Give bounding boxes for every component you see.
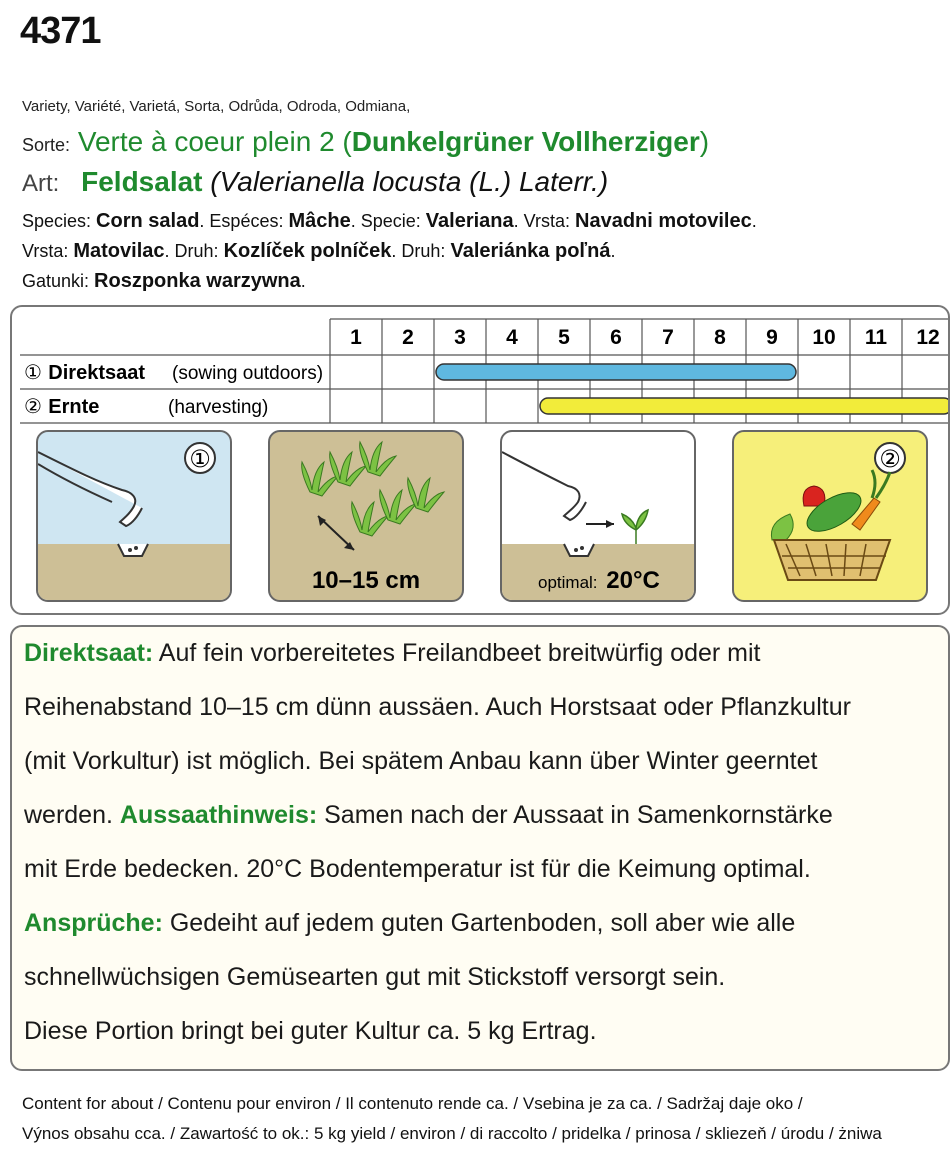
species-value: Valeriana — [425, 210, 514, 232]
species-label: Vrsta: — [523, 211, 575, 231]
text-segment: Gedeiht auf jedem guten Gartenboden, soll aber wie alle — [162, 909, 796, 937]
species-line-1 — [22, 210, 757, 233]
species-label: Druh: — [401, 241, 451, 261]
description-line: (mit Vorkultur) ist möglich. Bei spätem Anbau kann über Winter geerntet — [24, 747, 818, 775]
month-label-10: 10 — [812, 326, 836, 349]
month-label-3: 3 — [454, 326, 466, 349]
text-segment: Auf fein vorbereitetes Freilandbeet breitwürfig oder mit — [153, 639, 761, 667]
harvest-marker: ② — [879, 445, 901, 473]
species-label: Gatunki: — [22, 271, 95, 291]
month-label-2: 2 — [402, 326, 414, 349]
month-label-5: 5 — [558, 326, 570, 349]
calendar-bar-0 — [436, 364, 796, 380]
keyword-aussaathinweis: Aussaathinweis: — [119, 801, 318, 829]
product-code: 4371 — [20, 10, 101, 52]
row-sub-label-1: (harvesting) — [168, 397, 269, 418]
species-sep: . — [199, 211, 210, 231]
description-line — [24, 801, 833, 830]
species-sep: . — [391, 241, 402, 261]
month-label-9: 9 — [766, 326, 778, 349]
sorte-name: Verte à coeur plein 2 ( — [77, 126, 352, 157]
species-value: Valeriánka poľná — [450, 240, 611, 262]
sorte-close: ) — [699, 126, 710, 157]
variety-name — [22, 126, 709, 158]
month-label-11: 11 — [864, 326, 888, 349]
description-line: mit Erde bedecken. 20°C Bodentemperatur ist für die Keimung optimal. — [24, 855, 811, 883]
description-panel — [10, 625, 950, 1071]
species-sep: . — [610, 241, 616, 261]
row-label-0: ① Direktsaat — [24, 360, 146, 384]
illustration-spacing — [268, 430, 464, 602]
calendar-bar-1 — [540, 398, 948, 414]
month-label-6: 6 — [610, 326, 622, 349]
month-label-7: 7 — [662, 326, 674, 349]
species-value: Roszponka warzywna — [94, 270, 301, 292]
species-sep: . — [300, 271, 306, 291]
temp-prefix: optimal: — [538, 573, 598, 592]
species-sep: . — [350, 211, 361, 231]
month-label-8: 8 — [714, 326, 726, 349]
description-line — [24, 639, 761, 668]
species-line-3 — [22, 270, 306, 293]
yield-footer-line-2: Výnos obsahu cca. / Zawartość to ok.: 5 kg yield / environ / di raccolto / pridelka / prinosa / skliezeň / úrodu / żniwa — [22, 1124, 882, 1143]
illustration-harvest — [732, 430, 928, 602]
description-line — [24, 909, 795, 938]
species-label: Vrsta: — [22, 241, 74, 261]
species-label: Species: — [22, 211, 97, 231]
text-segment: Samen nach der Aussaat in Samenkornstärke — [317, 801, 833, 829]
species-value: Kozlíček polníček — [223, 240, 392, 262]
illustration-germination — [500, 430, 696, 602]
sorte-name-bold: Dunkelgrüner Vollherziger — [351, 126, 700, 157]
description-line: Reihenabstand 10–15 cm dünn aussäen. Auch Horstsaat oder Pflanzkultur — [24, 693, 851, 721]
species-label: Specie: — [360, 211, 426, 231]
text-segment: werden. — [24, 801, 120, 829]
row-sub-label-0: (sowing outdoors) — [172, 363, 324, 384]
illustration-sowing — [36, 430, 232, 602]
sorte-label: Sorte: — [22, 135, 71, 155]
keyword-direktsaat: Direktsaat: — [24, 639, 154, 667]
row-label-1: ② Ernte — [24, 394, 100, 418]
art-label: Art: — [22, 170, 60, 197]
yield-footer-line-1: Content for about / Contenu pour environ / Il contenuto rende ca. / Vsebina je za ca. / Sadržaj daje oko / — [22, 1094, 803, 1113]
species-label: Druh: — [174, 241, 224, 261]
species-sep: . — [751, 211, 757, 231]
species-name — [22, 166, 608, 198]
species-value: Navadni motovilec — [575, 210, 752, 232]
spacing-label: 10–15 cm — [311, 567, 421, 594]
species-sep: . — [164, 241, 175, 261]
species-sep: . — [513, 211, 524, 231]
species-label: Espéces: — [209, 211, 289, 231]
description-line: schnellwüchsigen Gemüsearten gut mit Stickstoff versorgt sein. — [24, 963, 726, 991]
art-latin: (Valerianella locusta (L.) Laterr.) — [210, 166, 609, 197]
variety-languages: Variety, Variété, Varietá, Sorta, Odrůda, Odroda, Odmiana, — [22, 98, 411, 115]
temp-value: 20°C — [606, 567, 660, 594]
art-name: Feldsalat — [81, 166, 203, 197]
month-label-4: 4 — [506, 326, 518, 349]
step1-marker: ① — [189, 445, 211, 473]
species-line-2 — [22, 240, 615, 263]
species-value: Matovilac — [73, 240, 165, 262]
species-value: Mâche — [288, 210, 351, 232]
keyword-ansprueche: Ansprüche: — [24, 909, 163, 937]
month-label-1: 1 — [350, 326, 362, 349]
species-value: Corn salad — [96, 210, 200, 232]
description-line: Diese Portion bringt bei guter Kultur ca. 5 kg Ertrag. — [24, 1017, 597, 1045]
month-label-12: 12 — [916, 326, 940, 349]
